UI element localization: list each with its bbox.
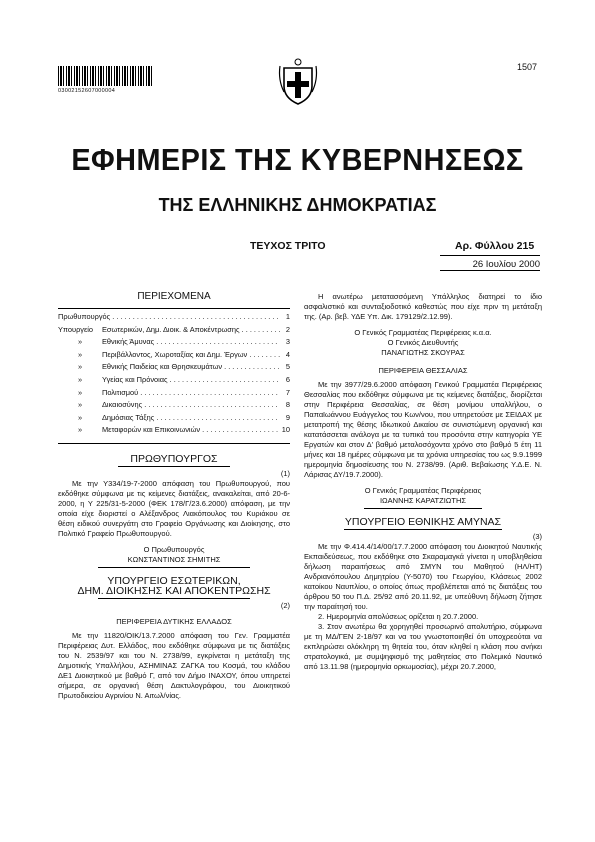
toc-page: 8 bbox=[285, 400, 290, 410]
page-number: 1507 bbox=[516, 62, 537, 72]
decision-text: Με την 3977/29.6.2000 απόφαση Γενικού Γραμματέα Περιφέρειας Θεσσαλίας που εκδόθηκε σύμφωνα με τις κείμενες διατάξεις, διορίζεται στην Περιφέρεια Θεσσαλίας, σε θέση μονίμου υπαλλήλου, ο Παπαϊωάννου Ευάγγελος του Κων/νου, που υπηρετούσε με ΣΕΙΔΑΧ με μετατροπή της θέσης Ιδιωτικού Δικαίου σε συνιστώμενη οργανική και κατατάσσεται ανάλογα με τα τυπικά του προσόντα στην κατηγορία ΥΕ Εργατών και στον Δ' βαθμό μεταλοσόχοντα χρόνο στο βαθμό 5 έτη 11 μήνες και 18 ημέρες σύμφωνα με τα χρόνια υπηρεσίας του ως 9.9.1999 ημερομηνία δημοσίευσης του Ν. 2738/99. (Αριθ. Βεβαίωσης Υ.Δ.Ε. Ν. Λάρισας ΔΥ/19.7.2000). bbox=[304, 380, 542, 479]
toc-page: 3 bbox=[285, 337, 290, 347]
divider bbox=[440, 255, 540, 256]
toc-label: Περιβάλλοντος, Χωροταξίας και Δημ. Έργων . . . bbox=[102, 349, 280, 362]
decision-text: 3. Στον ανωτέρω θα χορηγηθεί προσωρινό απολυτήριο, σύμφωνα με τη ΜΔ/ΓΕΝ 2-18/97 και να του γνωστοποιηθεί ότι υποχρεούται να εκπληρώσει ολόκληρη τη θητεία του, όταν κληθεί η κλάση που ανήκει στρατολογικά, με συμψηφισμό της μαθητείας στο Πολεμικό Ναυτικό από 13.11.98 (ημερομηνία ορκωμοσίας), μέχρι 20.7.2000, bbox=[304, 622, 542, 671]
coat-of-arms-icon bbox=[276, 56, 320, 106]
toc-label: » bbox=[77, 337, 83, 347]
toc-label: » bbox=[77, 387, 83, 397]
toc-row bbox=[58, 374, 290, 387]
toc-row bbox=[58, 424, 290, 437]
ministry-heading: ΥΠΟΥΡΓΕΙΟ ΕΘΝΙΚΗΣ ΑΜΥΝΑΣ bbox=[344, 516, 502, 528]
barcode bbox=[58, 66, 154, 86]
gazette-title: ΕΦΗΜΕΡΙΣ ΤΗΣ ΚΥΒΕΡΝΗΣΕΩΣ bbox=[71, 142, 524, 177]
toc-row bbox=[58, 311, 290, 324]
toc-label: Εθνικής Παιδείας και Θρησκευμάτων . . . bbox=[102, 361, 280, 374]
toc-row bbox=[58, 349, 290, 362]
toc-row bbox=[58, 399, 290, 412]
toc-row bbox=[58, 336, 290, 349]
decision-text: Με την 11820/ΟΙΚ/13.7.2000 απόφαση του Γεν. Γραμματέα Περιφέρειας Δυτ. Ελλάδος, που εκδόθηκε σύμφωνα με τις διατάξεις του Ν. 2539/97 και του Ν. 2738/99, εγκρίνεται η μετάταξη της Δημοτικής Υπαλλήλου, ΑΣΗΜΙΝΑΣ ΖΑΓΚΑ του Κοσμά, του κλάδου ΔΕ1 Διοικητικού με βαθμό Γ, από τον Δήμο ΙΝΑΧΟΥ, όπου υπηρετεί σήμερα, σε οργανική θέση Δακτυλογράφου, του Διοικητικού Πρωτοδικείου Αγρινίου Ν. Αιτωλ/νίας. bbox=[58, 630, 290, 700]
item-number: (3) bbox=[532, 532, 542, 541]
toc-page: 2 bbox=[285, 324, 290, 334]
divider bbox=[98, 567, 250, 568]
decision-text: Με την Φ.414.4/14/00/17.7.2000 απόφαση του Διοικητού Ναυτικής Εκπαιδεύσεως, που εκδόθηκε στο Σκαραμαγκά γίνεται η υποβληθείσα δήλωση παραιτήσεως από ΣΜΥΝ του Μαθητού (ΗΛ/ΗΤ) Ανδριανόπουλου Δημητρίου (Υ-5070) του Γεωργίου, Κλάσεως 2002 κατοίκου Ναυπλίου, ο οποίος όπως προβλέπεται από τις διατάξεις του άρθρου 50 του Π.Δ. 25/92 από 20.11.92, με υπεύθυνη δήλωση ζήτησε την παραίτησή του. bbox=[304, 542, 542, 611]
item-number: (2) bbox=[280, 600, 290, 610]
toc-label: Πρωθυπουργός . . . bbox=[58, 311, 280, 324]
toc-label: » bbox=[77, 349, 83, 359]
signatory-role: Ο Πρωθυπουργός bbox=[143, 544, 205, 554]
divider bbox=[118, 466, 230, 467]
signatory-name: ΚΩΝΣΤΑΝΤΙΝΟΣ ΣΗΜΙΤΗΣ bbox=[127, 554, 221, 564]
divider bbox=[344, 529, 502, 530]
divider bbox=[98, 598, 250, 599]
toc-label: » bbox=[77, 374, 83, 384]
toc-row bbox=[58, 361, 290, 374]
issue-date: 26 Ιουλίου 2000 bbox=[472, 259, 540, 270]
ministry-heading: ΔΗΜ. ΔΙΟΙΚΗΣΗΣ ΚΑΙ ΑΠΟΚΕΝΤΡΩΣΗΣ bbox=[77, 584, 271, 597]
decision-text: 2. Ημερομηνία απολύσεως ορίζεται η 20.7.2000. bbox=[318, 612, 479, 621]
divider bbox=[58, 443, 290, 444]
item-number: (1) bbox=[280, 468, 290, 478]
divider bbox=[440, 270, 540, 271]
divider bbox=[58, 308, 290, 309]
table-of-contents bbox=[58, 311, 290, 437]
signatory-role: Ο Γενικός Γραμματέας Περιφέρειας bbox=[364, 486, 482, 495]
toc-label: » bbox=[77, 412, 83, 422]
toc-label: Υπουργείο bbox=[58, 324, 94, 334]
decision-text: Με την Υ334/19-7-2000 απόφαση του Πρωθυπουργού, που εκδόθηκε σύμφωνα με τις κείμενες διατάξεις, ανακαλείται, από 20-6-2000, η Υ 225/31-5-2000 (ΦΕΚ 178/Γ/23.6.2000) απόφαση, με την οποία είχε διοριστεί ο Αλέξανδρος Λιακόπουλος του Κυριάκου σε θέση ειδικού συνεργάτη στο Γραφείο Οργάνωσης και Διοίκησης, στο Πολιτικό Γραφείο Πρωθυπουργού. bbox=[58, 478, 290, 538]
toc-label: Μεταφορών και Επικοινωνιών . . . bbox=[102, 424, 280, 437]
toc-label: Υγείας και Πρόνοιας . . . bbox=[102, 374, 280, 387]
toc-label: » bbox=[77, 362, 83, 372]
issue-number: Αρ. Φύλλου 215 bbox=[455, 240, 535, 252]
toc-label: Δικαιοσύνης . . . bbox=[102, 399, 280, 412]
toc-page: 9 bbox=[285, 412, 290, 422]
left-column bbox=[58, 292, 290, 701]
region-heading: ΠΕΡΙΦΕΡΕΙΑ ΔΥΤΙΚΗΣ ΕΛΛΑΔΟΣ bbox=[116, 616, 232, 626]
divider bbox=[364, 508, 482, 509]
signatory-name: ΙΩΑΝΝΗΣ ΚΑΡΑΤΖΙΩΤΗΣ bbox=[379, 496, 467, 505]
gazette-subtitle: ΤΗΣ ΕΛΛΗΝΙΚΗΣ ΔΗΜΟΚΡΑΤΙΑΣ bbox=[158, 195, 437, 215]
signatory-name: ΠΑΝΑΓΙΩΤΗΣ ΣΚΟΥΡΑΣ bbox=[381, 348, 465, 357]
toc-row bbox=[58, 387, 290, 400]
signatory-role: Ο Γενικός Γραμματέας Περιφέρειας κ.α.α. bbox=[354, 328, 492, 337]
toc-page: 5 bbox=[285, 362, 290, 372]
toc-page: 6 bbox=[285, 374, 290, 384]
toc-row bbox=[58, 324, 290, 337]
ministry-heading: ΥΠΟΥΡΓΕΙΟ ΕΣΩΤΕΡΙΚΩΝ, bbox=[107, 574, 241, 587]
toc-page: 7 bbox=[285, 387, 290, 397]
toc-label: Δημόσιας Τάξης . . . bbox=[102, 412, 280, 425]
signatory-role: Ο Γενικός Διευθυντής bbox=[387, 338, 459, 347]
right-column bbox=[304, 292, 542, 672]
toc-page: 10 bbox=[281, 425, 290, 435]
section-heading: ΠΡΩΘΥΠΟΥΡΓΟΣ bbox=[130, 452, 218, 465]
toc-label: Εθνικής Άμυνας . . . bbox=[102, 336, 280, 349]
toc-row bbox=[58, 412, 290, 425]
toc-label: » bbox=[77, 425, 83, 435]
toc-label: Πολιτισμού . . . bbox=[102, 387, 280, 400]
toc-page: 1 bbox=[285, 312, 290, 321]
region-heading: ΠΕΡΙΦΕΡΕΙΑ ΘΕΣΣΑΛΙΑΣ bbox=[378, 366, 468, 375]
toc-label: Εσωτερικών, Δημ. Διοικ. & Αποκέντρωσης . . . bbox=[102, 324, 280, 337]
issue-type: ΤΕΥΧΟΣ ΤΡΙΤΟ bbox=[250, 240, 326, 252]
barcode-number: 03002152607000004 bbox=[58, 88, 116, 94]
toc-heading: ΠΕΡΙΕΧΟΜΕΝΑ bbox=[137, 291, 211, 302]
toc-page: 4 bbox=[285, 349, 290, 359]
decision-text: Η ανωτέρω μετατασσόμενη Υπάλληλος διατηρεί το ίδιο ασφαλιστικό και συνταξιοδοτικό καθεστώς που είχε πριν τη μετάταξη της. (Αρ. βεβ. ΥΔΕ Υπ. Δικ. 179129/2.12.99). bbox=[304, 292, 542, 321]
toc-label: » bbox=[77, 400, 83, 410]
